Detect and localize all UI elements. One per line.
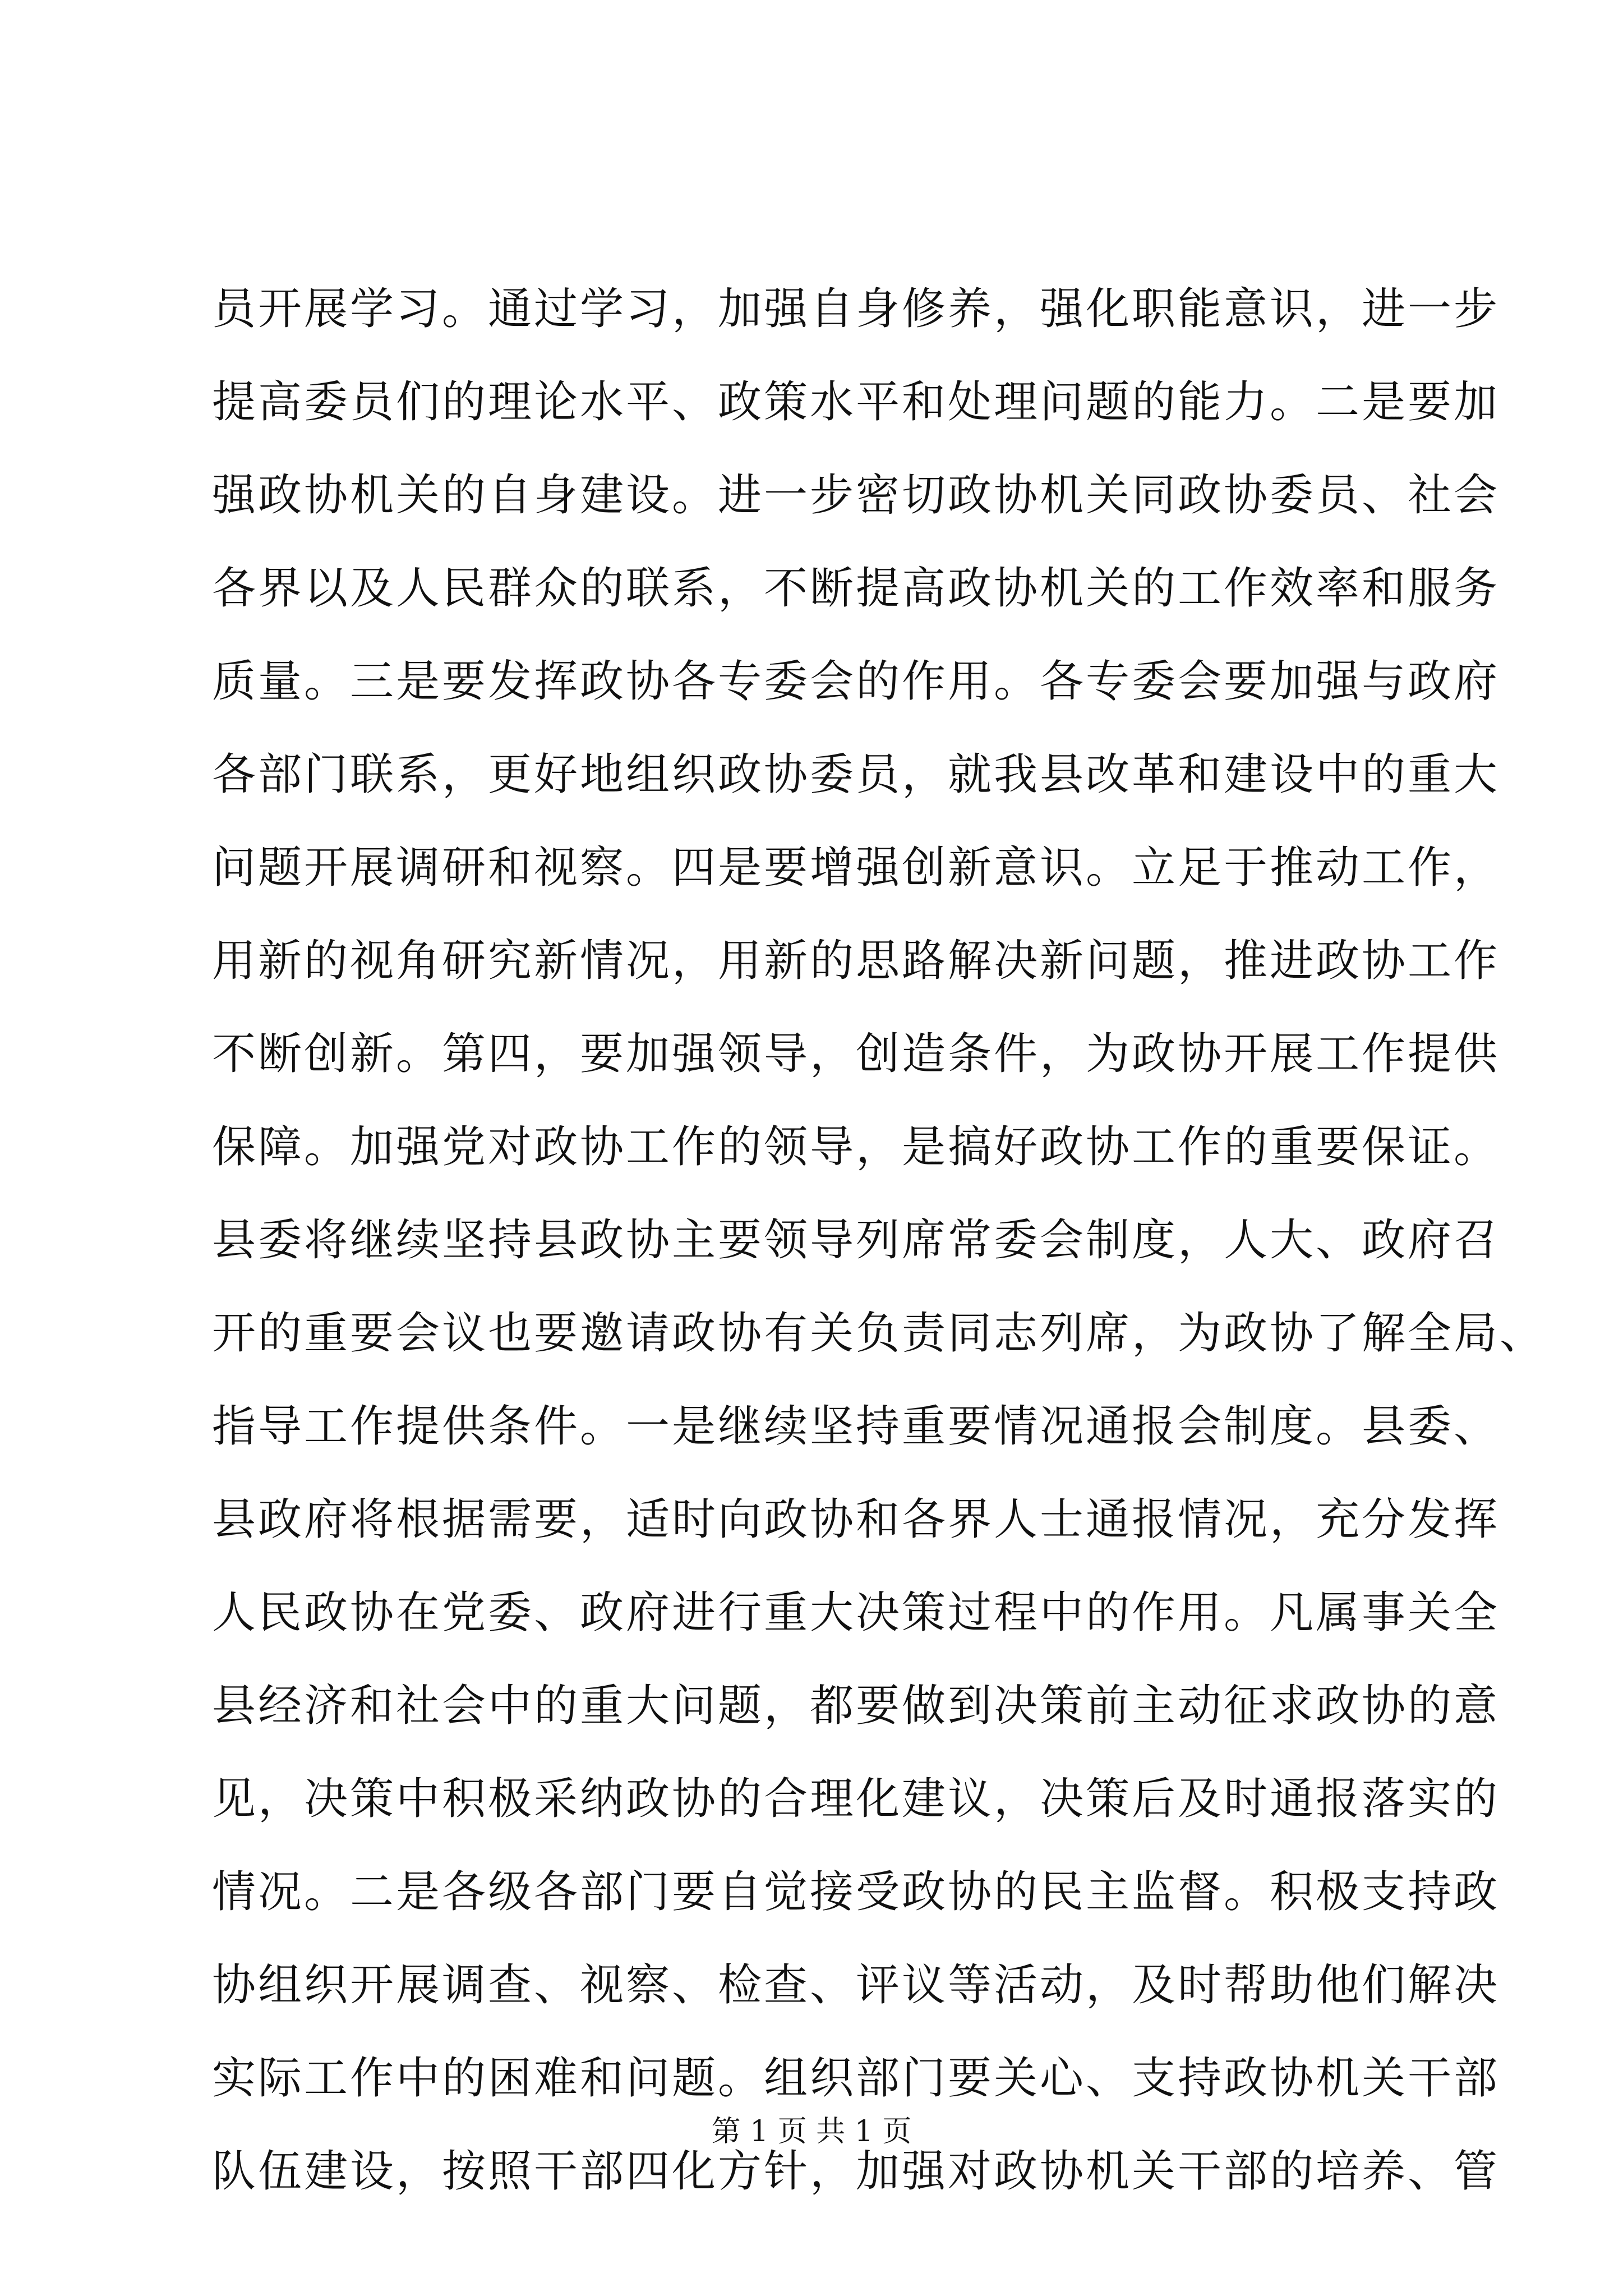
body-text bbox=[212, 263, 1546, 2218]
page-number-label: 第 1 页 共 1 页 bbox=[711, 2115, 912, 2148]
text-line: 指导工作提供条件。一是继续坚持重要情况通报会制度。县委、 bbox=[212, 1401, 1500, 1452]
text-line: 县委将继续坚持县政协主要领导列席常委会制度，人大、政府召 bbox=[212, 1215, 1500, 1266]
text-line: 队伍建设，按照干部四化方针，加强对政协机关干部的培养、管 bbox=[212, 2146, 1500, 2197]
text-line: 各部门联系，更好地组织政协委员，就我县改革和建设中的重大 bbox=[212, 749, 1500, 800]
text-line: 问题开展调研和视察。四是要增强创新意识。立足于推动工作， bbox=[212, 843, 1500, 893]
text-line: 保障。加强党对政协工作的领导，是搞好政协工作的重要保证。 bbox=[212, 1122, 1500, 1172]
text-line: 提高委员们的理论水平、政策水平和处理问题的能力。二是要加 bbox=[212, 377, 1500, 427]
text-line: 不断创新。第四，要加强领导，创造条件，为政协开展工作提供 bbox=[212, 1029, 1500, 1079]
text-line: 用新的视角研究新情况，用新的思路解决新问题，推进政协工作 bbox=[212, 936, 1500, 986]
text-line: 各界以及人民群众的联系，不断提高政协机关的工作效率和服务 bbox=[212, 563, 1500, 614]
text-line: 实际工作中的困难和问题。组织部门要关心、支持政协机关干部 bbox=[212, 2053, 1500, 2104]
text-line: 县经济和社会中的重大问题，都要做到决策前主动征求政协的意 bbox=[212, 1681, 1500, 1731]
text-line: 人民政协在党委、政府进行重大决策过程中的作用。凡属事关全 bbox=[212, 1588, 1500, 1638]
text-line: 开的重要会议也要邀请政协有关负责同志列席，为政协了解全局、 bbox=[212, 1308, 1546, 1359]
text-line: 质量。三是要发挥政协各专委会的作用。各专委会要加强与政府 bbox=[212, 656, 1500, 707]
text-line: 协组织开展调查、视察、检查、评议等活动，及时帮助他们解决 bbox=[212, 1960, 1500, 2010]
text-line: 情况。二是各级各部门要自觉接受政协的民主监督。积极支持政 bbox=[212, 1867, 1500, 1917]
text-line: 县政府将根据需要，适时向政协和各界人士通报情况，充分发挥 bbox=[212, 1494, 1500, 1545]
text-line: 见，决策中积极采纳政协的合理化建议，决策后及时通报落实的 bbox=[212, 1774, 1500, 1824]
text-line: 员开展学习。通过学习，加强自身修养，强化职能意识，进一步 bbox=[212, 284, 1500, 334]
page-footer bbox=[0, 2109, 1623, 2154]
text-line: 强政协机关的自身建设。进一步密切政协机关同政协委员、社会 bbox=[212, 470, 1500, 521]
